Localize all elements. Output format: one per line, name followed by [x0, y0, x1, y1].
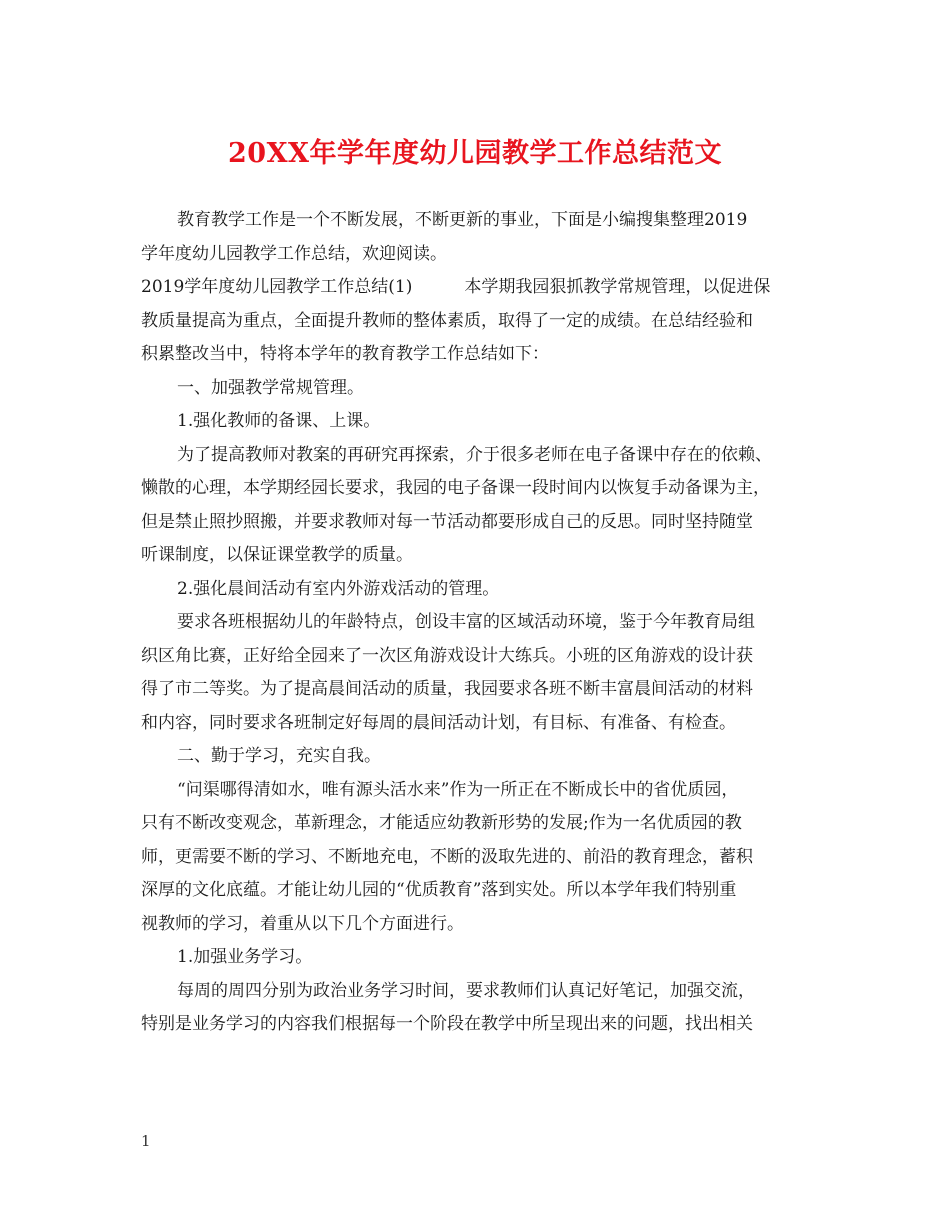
section-line-3: 积累整改当中，特将本学年的教育教学工作总结如下：: [141, 344, 549, 364]
subheading-1-2: 2.强化晨间活动有室内外游戏活动的管理。: [177, 578, 500, 599]
para-1-2-line-3: 得了市二等奖。为了提高晨间活动的质量，我园要求各班不断丰富晨间活动的材料: [141, 679, 753, 699]
heading-1: 一、加强教学常规管理。: [177, 377, 364, 398]
para-1-1-line-3: 但是禁止照抄照搬，并要求教师对每一节活动都要形成自己的反思。同时坚持随堂: [141, 511, 753, 532]
para-1-1-line-1: 为了提高教师对教案的再研究再探索，介于很多老师在电子备课中存在的依赖、: [177, 444, 772, 465]
intro-line-2: 学年度幼儿园教学工作总结，欢迎阅读。: [141, 243, 447, 264]
intro-line-1: 教育教学工作是一个不断发展，不断更新的事业，下面是小编搜集整理2019: [177, 210, 748, 230]
para-2-line-1: “问渠哪得清如水，唯有源头活水来”作为一所正在不断成长中的省优质园，: [177, 779, 739, 800]
para-2-line-5: 视教师的学习，着重从以下几个方面进行。: [141, 913, 464, 934]
section-first-line: [141, 271, 831, 305]
para-1-1-line-2: 懒散的心理，本学期经园长要求，我园的电子备课一段时间内以恢复手动备课为主，: [141, 478, 770, 498]
heading-2: 二、勤于学习，充实自我。: [177, 746, 381, 766]
para-2-line-3: 师，更需要不断的学习、不断地充电，不断的汲取先进的、前沿的教育理念，蓄积: [141, 846, 753, 867]
document-title: 20XX年学年度幼儿园教学工作总结范文: [228, 138, 722, 169]
section-line-2: 教质量提高为重点，全面提升教师的整体素质，取得了一定的成绩。在总结经验和: [141, 310, 753, 331]
para-1-1-line-4: 听课制度，以保证课堂教学的质量。: [141, 545, 413, 565]
section-title: 2019学年度幼儿园教学工作总结(1): [141, 277, 413, 297]
section-lead: 本学期我园狠抓教学常规管理，以促进保: [464, 277, 771, 297]
page-number: 1: [141, 1132, 151, 1150]
para-2-line-4: 深厚的文化底蕴。才能让幼儿园的“优质教育”落到实处。所以本学年我们特别重: [141, 880, 737, 900]
para-1-2-line-1: 要求各班根据幼儿的年龄特点，创设丰富的区域活动环境，鉴于今年教育局组: [177, 612, 755, 632]
para-2-1-line-1: 每周的周四分别为政治业务学习时间，要求教师们认真记好笔记，加强交流，: [177, 980, 755, 1001]
document-body: [141, 204, 831, 1042]
para-1-2-line-2: 织区角比赛，正好给全园来了一次区角游戏设计大练兵。小班的区角游戏的设计获: [141, 645, 753, 666]
para-2-1-line-2: 特别是业务学习的内容我们根据每一个阶段在教学中所呈现出来的问题，找出相关: [141, 1014, 753, 1034]
para-2-line-2: 只有不断改变观念，革新理念，才能适应幼教新形势的发展;作为一名优质园的教: [141, 813, 742, 833]
subheading-2-1: 1.加强业务学习。: [177, 947, 313, 967]
para-1-2-line-4: 和内容，同时要求各班制定好每周的晨间活动计划，有目标、有准备、有检查。: [141, 712, 736, 733]
subheading-1-1: 1.强化教师的备课、上课。: [177, 411, 381, 431]
